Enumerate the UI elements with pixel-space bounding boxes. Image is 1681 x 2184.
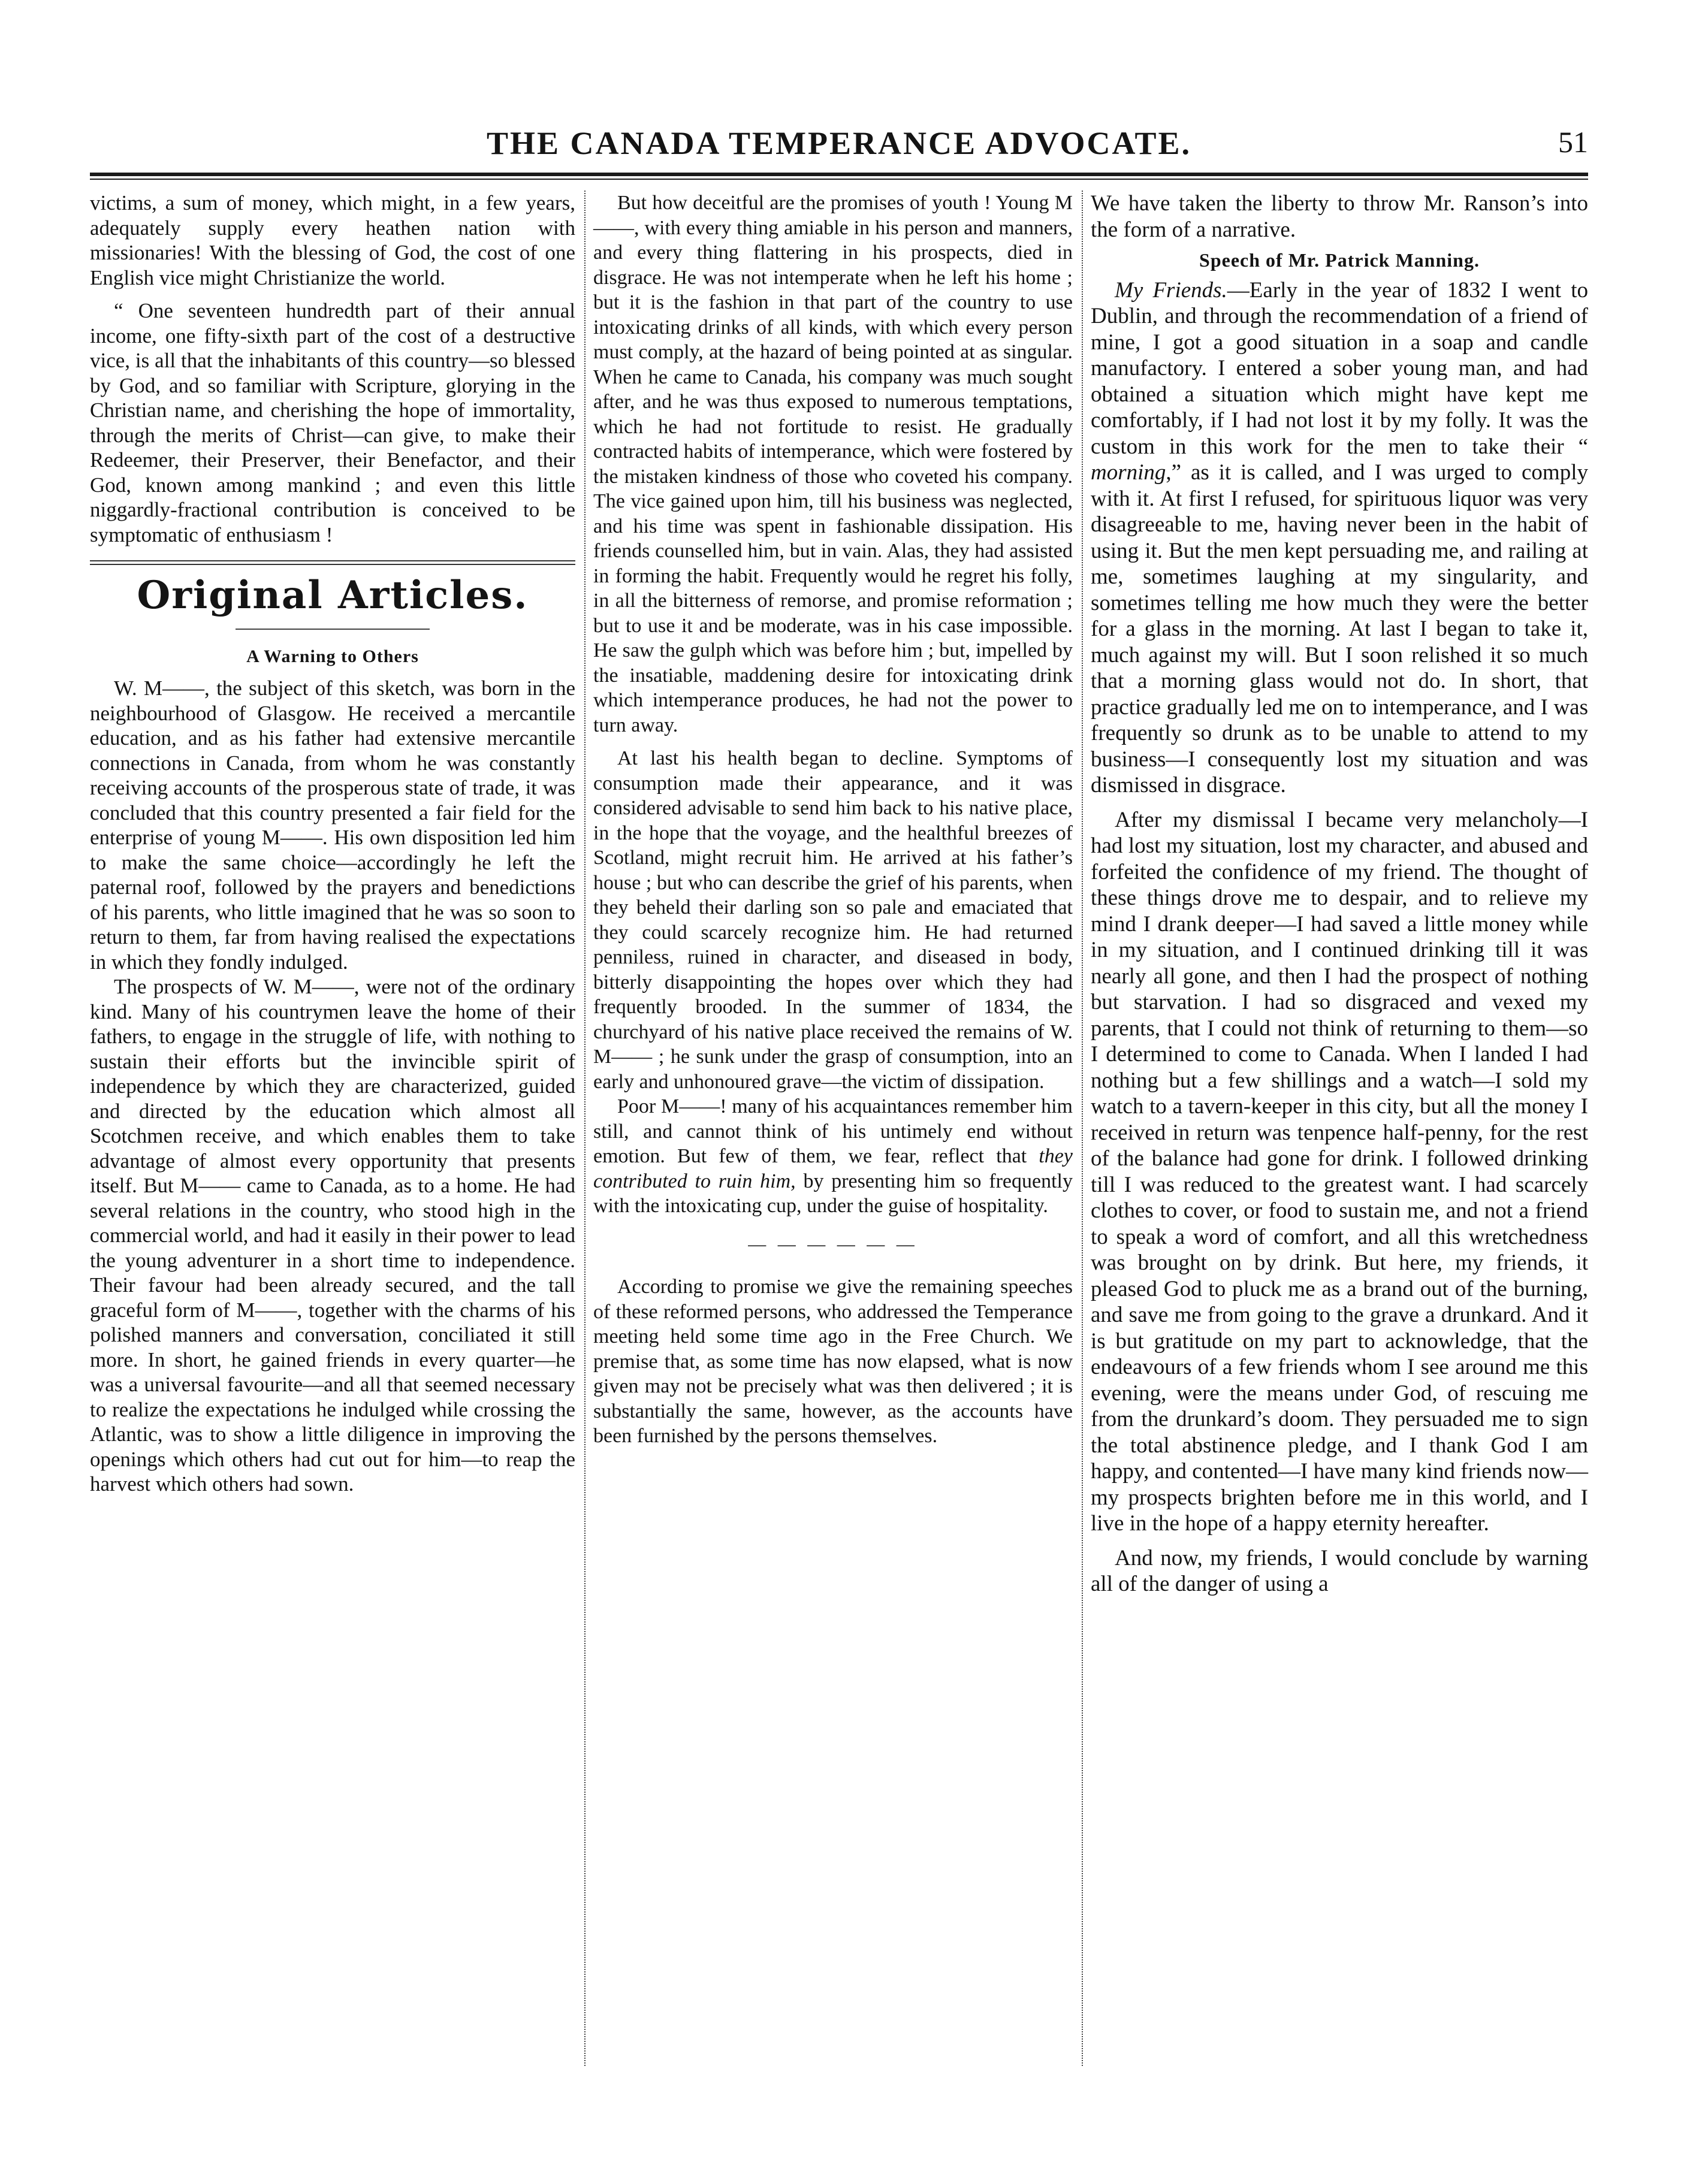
col2-paragraph-3 [593, 1094, 1073, 1219]
col3-paragraph-3: After my dismissal I became very melancholy—I had lost my situation, lost my character, and abused and forfeited the confidence of my friend. The thought of these things drove me to despair, and to relieve my mind I drank deeper—I had saved a little money while in my situation, and I continued drinking till it was nearly all gone, and then I had the prospect of nothing but starvation. I had so disgraced and vexed my parents, that I could not think of returning to them—so I determined to come to Canada. When I landed I had nothing but a few shillings and a watch—I sold my watch to a tavern-keeper in this city, but all the money I received in return was tenpence half-penny, for the rest of the balance had gone for drink. I followed drinking till I was reduced to the greatest want. I had scarcely clothes to cover, or food to sustain me, and not a friend to speak a word of comfort, and all this wretchedness was brought on by drink. But here, my friends, it pleased God to pluck me as a brand out of the burning, and save me from going to the grave a drunkard. And it is but gratitude on my part to acknowledge, that the endeavours of a few friends whom I see around me this evening, were the means under God, of rescuing me from the drunkard’s doom. They persuaded me to sign the total abstinence pledge, and I thank God I am happy, and contented—I have many kind friends now—my prospects brighten before me in this world, and I live in the hope of a happy eternity hereafter. [1091, 807, 1588, 1536]
page-number: 51 [1558, 125, 1588, 159]
col2-p3-italic: they contributed to ruin him, [593, 1145, 1073, 1192]
section-divider [90, 560, 575, 565]
col3-p2-italic2: morning [1091, 460, 1166, 485]
col3-p2-b: ,” as it is called, and I was urged to comply with it. At first I refused, for spirituous liquor was very disagreeable to me, having never been in the habit of using it. But the men kept persuading me, and railing at me, sometimes laughing at my singularity, and sometimes telling me how much they were the better for a glass in the morning. At last I began to take it, much against my will. But I soon relished it so much that a morning glass would not do. In short, that practice gradually led me on to intemperance, and I was frequently so drunk as to be unable to attend to my business—I consequently lost my situation and was dismissed in disgrace. [1091, 460, 1588, 798]
column-1 [90, 191, 575, 2066]
col3-paragraph-2 [1091, 277, 1588, 799]
article-separator: — — — — — — [748, 1234, 918, 1254]
col2-p3-end: by presenting him so frequently with the intoxicating cup, under the guise of hospitality. [593, 1170, 1073, 1217]
publication-title: THE CANADA TEMPERANCE ADVOCATE. [486, 125, 1192, 161]
header-rule-thin [90, 179, 1588, 180]
column-separator-1 [584, 191, 586, 2066]
section-heading: Original Articles. [137, 573, 529, 618]
col1-paragraph-1: victims, a sum of money, which might, in a few years, adequately supply every heathen nation with missionaries! With the blessing of God, the cost of one English vice might Christianize the world. [90, 191, 575, 289]
col1-paragraph-2: “ One seventeen hundredth part of their annual income, one fifty-sixth part of the cost of a destructive vice, is all that the inhabitants of this country—so blessed by God, and so familiar with Scripture, glorying in the Christian name, and cherishing the hope of immortality, through the merits of Christ—can give, to make their Redeemer, their Preserver, their Benefactor, and their God, known among mankind ; and even this little niggardly-fractional contribution is conceived to be symptomatic of enthusiasm ! [90, 299, 575, 546]
col1-paragraph-3: W. M——, the subject of this sketch, was born in the neighbourhood of Glasgow. He received a mercantile education, and as his father had extensive mercantile connections in Canada, from whom he was constantly receiving accounts of the prosperous state of trade, it was concluded that this country presented a fair field for the enterprise of young M——. His own disposition led him to make the same choice—accordingly he left the paternal roof, followed by the prayers and benedictions of his parents, who little imagined that he was so soon to return to them, far from having realised the expectations in which they fondly indulged. [90, 676, 575, 974]
col2-paragraph-2: At last his health began to decline. Symptoms of consumption made their appearance, and it was considered advisable to send him back to his native place, in the hope that the voyage, and the healthful breezes of Scotland, might recruit him. He arrived at his father’s house ; but who can describe the grief of his parents, when they beheld their darling son so pale and emaciated that they could scarcely recognize him. He had returned penniless, ruined in character, and diseased in body, bitterly disappointing the hopes over which they had frequently brooded. In the summer of 1834, the churchyard of his native place received the remains of W. M—— ; he sunk under the grasp of consumption, into an early and unhonoured grave—the victim of dissipation. [593, 747, 1073, 1093]
col3-p2-a: —Early in the year of 1832 I went to Dublin, and through the recommendation of a friend of mine, I got a good situation in a soap and candle manufactory. I entered a sober young man, and had obtained a situation which might have kept me comfortably, if I had not lost it by my folly. It was the custom in this work for the men to take their “ [1091, 277, 1588, 459]
speech-heading: Speech of Mr. Patrick Manning. [1199, 249, 1480, 271]
header-rule [90, 173, 1588, 176]
col3-paragraph-4: And now, my friends, I would conclude by warning all of the danger of using a [1091, 1545, 1588, 1596]
col2-paragraph-4: According to promise we give the remaining speeches of these reformed persons, who addressed the Temperance meeting held some time ago in the Free Church. We premise that, as some time has now elapsed, what is now given may not be precisely what was then delivered ; it is substantially the same, however, as the accounts have been furnished by the persons themselves. [593, 1276, 1073, 1447]
column-2 [593, 191, 1073, 2066]
column-3 [1091, 191, 1588, 2066]
col3-p2-italic: My Friends. [1115, 277, 1227, 303]
col1-paragraph-4: The prospects of W. M——, were not of the ordinary kind. Many of his countrymen leave the home of their fathers, to engage in the struggle of life, with nothing to sustain their efforts but the invincible spirit of independence by which they are characterized, guided and directed by the education which almost all Scotchmen receive, and which enables them to take advantage of almost every opportunity that presents itself. But M—— came to Canada, as to a home. He had several relations in the country, who stood high in the commercial world, and had it easily in their power to lead the young adventurer in a short time to independence. Their favour had been already secured, and the tall graceful form of M——, together with the charms of his polished manners and conversation, conciliated it still more. In short, he gained friends in every quarter—he was a universal favourite—and all that seemed necessary to realize the expectations he indulged while crossing the Atlantic, was to show a little diligence in improving the openings which others had cut out for him—to reap the harvest which others had sown. [90, 975, 575, 1496]
article-heading: A Warning to Others [246, 646, 419, 666]
masthead [90, 125, 1588, 173]
heading-rule [236, 629, 430, 630]
col3-paragraph-1: We have taken the liberty to throw Mr. Ranson’s into the form of a narrative. [1091, 191, 1588, 242]
col2-p3-start: Poor M——! many of his acquaintances remember him still, and cannot think of his untimely end without emotion. But few of them, we fear, reflect that [593, 1095, 1073, 1167]
col2-paragraph-1: But how deceitful are the promises of youth ! Young M——, with every thing amiable in his person and manners, and every thing flattering in his prospects, died in disgrace. He was not intemperate when he left his home ; but it is the fashion in that part of the country to use intoxicating drinks of all kinds, with which every person must comply, at the hazard of being pointed at as singular. When he came to Canada, his company was much sought after, and he was thus exposed to numerous temptations, which he had not fortitude to resist. He gradually contracted habits of intemperance, which were fostered by the mistaken kindness of those who coveted his company. The vice gained upon him, till his business was neglected, and his time was spent in fashionable dissipation. His friends counselled him, but in vain. Alas, they had assisted in forming the habit. Frequently would he regret his folly, in all the bitterness of remorse, and promise reformation ; but to use it and be moderate, was in his case impossible. He saw the gulph which was before him ; but, impelled by the insatiable, maddening desire for intoxicating drink which intemperance produces, he had not the power to turn away. [593, 192, 1073, 736]
column-separator-2 [1082, 191, 1083, 2066]
